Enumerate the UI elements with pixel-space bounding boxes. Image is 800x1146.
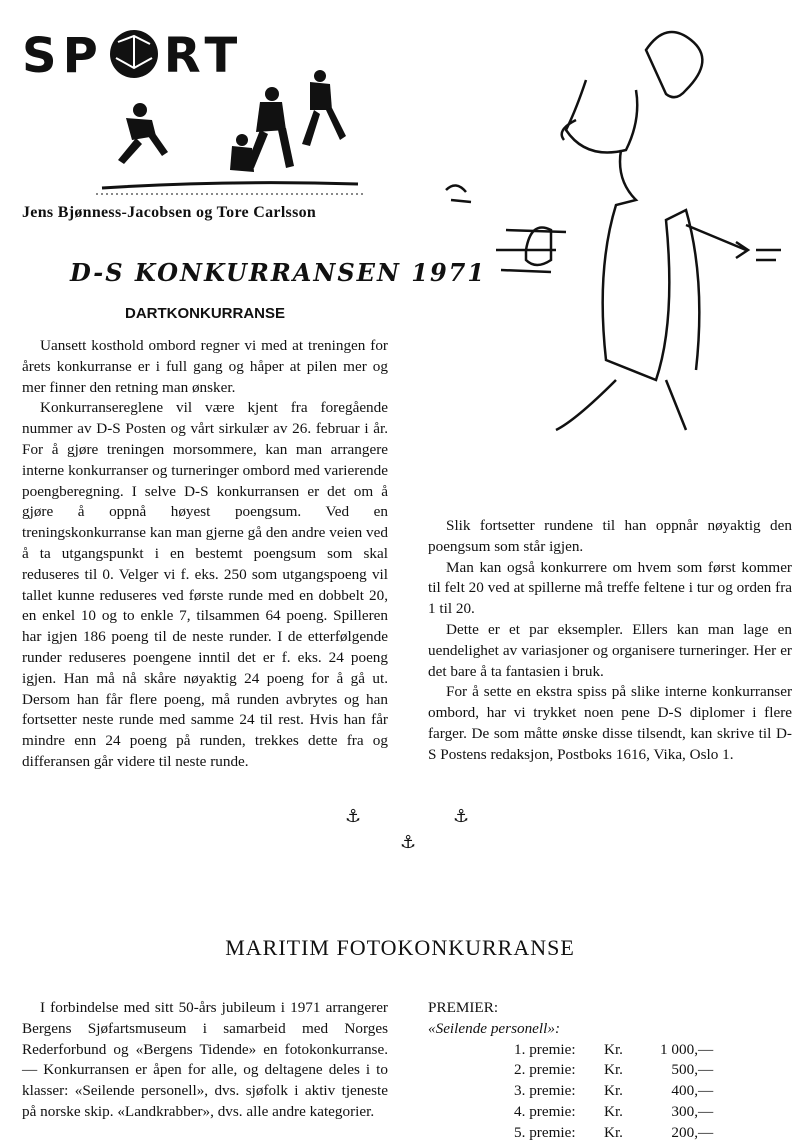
article-title: D-S KONKURRANSEN 1971 xyxy=(70,258,487,287)
authors-byline: Jens Bjønness-Jacobsen og Tore Carlsson xyxy=(22,204,317,221)
paragraph: Dette er et par eksempler. Ellers kan man lage en uendelighet av variasjoner og organisere turneringer. Her er det bare å ta fantasien i bruk. xyxy=(428,620,792,680)
logo-text-left: SP xyxy=(22,28,104,84)
article-subheading: DARTKONKURRANSE xyxy=(125,305,285,322)
prize-row: 1. premie: Kr. 1 000, — xyxy=(514,1040,714,1058)
anchor-icon: ⚓ xyxy=(453,806,470,827)
prize-row: 4. premie: Kr. 300, — xyxy=(514,1102,714,1120)
article-left-column xyxy=(22,336,388,773)
chef-dart-illustration xyxy=(436,20,786,460)
prizes-heading: PREMIER: xyxy=(428,999,499,1016)
paragraph: Uansett kosthold ombord regner vi med at treningen for årets konkurranse er i full gang og håper at pilen mer og mer finner den retning man ønsker. xyxy=(22,337,388,396)
foto-body xyxy=(22,998,388,1123)
paragraph: I forbindelse med sitt 50-års jubileum i 1971 arrangerer Bergens Sjøfartsmuseum i samarbeid med Norges Rederforbund og «Bergens Tidende» en fotokonkurranse. — Konkurransen er åpen for alle, og deltagene deles i to klasser: «Seilende personell», dvs. sjøfolk i aktiv tjeneste på norske skip. «Landkrabber», dvs. alle andre kategorier. xyxy=(22,999,388,1120)
paragraph: Slik fortsetter rundene til han oppnår nøyaktig den poengsum som står igjen. xyxy=(428,517,792,555)
prize-row: 2. premie: Kr. 500, — xyxy=(514,1061,714,1079)
foto-section-title: MARITIM FOTOKONKURRANSE xyxy=(225,935,575,960)
football-players-illustration xyxy=(96,70,366,198)
article-right-column xyxy=(428,516,792,766)
prize-row: 3. premie: Kr. 400, — xyxy=(514,1082,714,1100)
logo-text-right: RT xyxy=(163,28,244,84)
prize-list xyxy=(428,998,792,1144)
prize-row: 5. premie: Kr. 200, — xyxy=(514,1123,714,1141)
anchor-icon: ⚓ xyxy=(345,806,362,827)
anchor-icon: ⚓ xyxy=(400,832,417,853)
paragraph: Man kan også konkurrere om hvem som først kommer til felt 20 ved at spillerne må treffe feltene i tur og orden fra 1 til 20. xyxy=(428,558,792,618)
prizes-class: «Seilende personell»: xyxy=(428,1019,561,1037)
paragraph: For å sette en ekstra spiss på slike interne konkurranser ombord, har vi trykket noen pene D-S diplomer i flere farger. De som måtte ønske disse tilsendt, kan skrive til D-S Postens redaksjon, Postboks 1616, Vika, Oslo 1. xyxy=(428,683,792,763)
paragraph: Konkurransereglene vil være kjent fra foregående nummer av D-S Posten og vårt sirkulær av 26. februar i år. For å gjøre treningen morsommere, kan man arrangere interne konkurranser og turneringer ombord med varierende poengberegning. I selve D-S konkurransen er det om å gjøre å oppnå høyest poengsum. Ved en treningskonkurranse kan man gjerne gå den andre veien ved å ta utgangspunkt i en bestemt poengsum som skal reduseres til 0. Velger vi f. eks. 250 som utgangspoeng vil tallet kunne reduseres ved første runde med en dobbelt 20, en enkel 10 og to enkle 7, tilsammen 64 poeng. Spilleren har igjen 186 poeng til de neste runder. I de etterfølgende runder reduseres poengene inntil det er f. eks. 24 poeng igjen. Han må nå skåre nøyaktig 24 poeng for å gå ut. Dersom han får flere poeng, må runden avbrytes og han fortsetter neste runde med samme 24 til rest. Hvis han får mindre enn 24 poeng på runden, trekkes dette fra og differansen går videre til neste runde. xyxy=(22,399,388,770)
